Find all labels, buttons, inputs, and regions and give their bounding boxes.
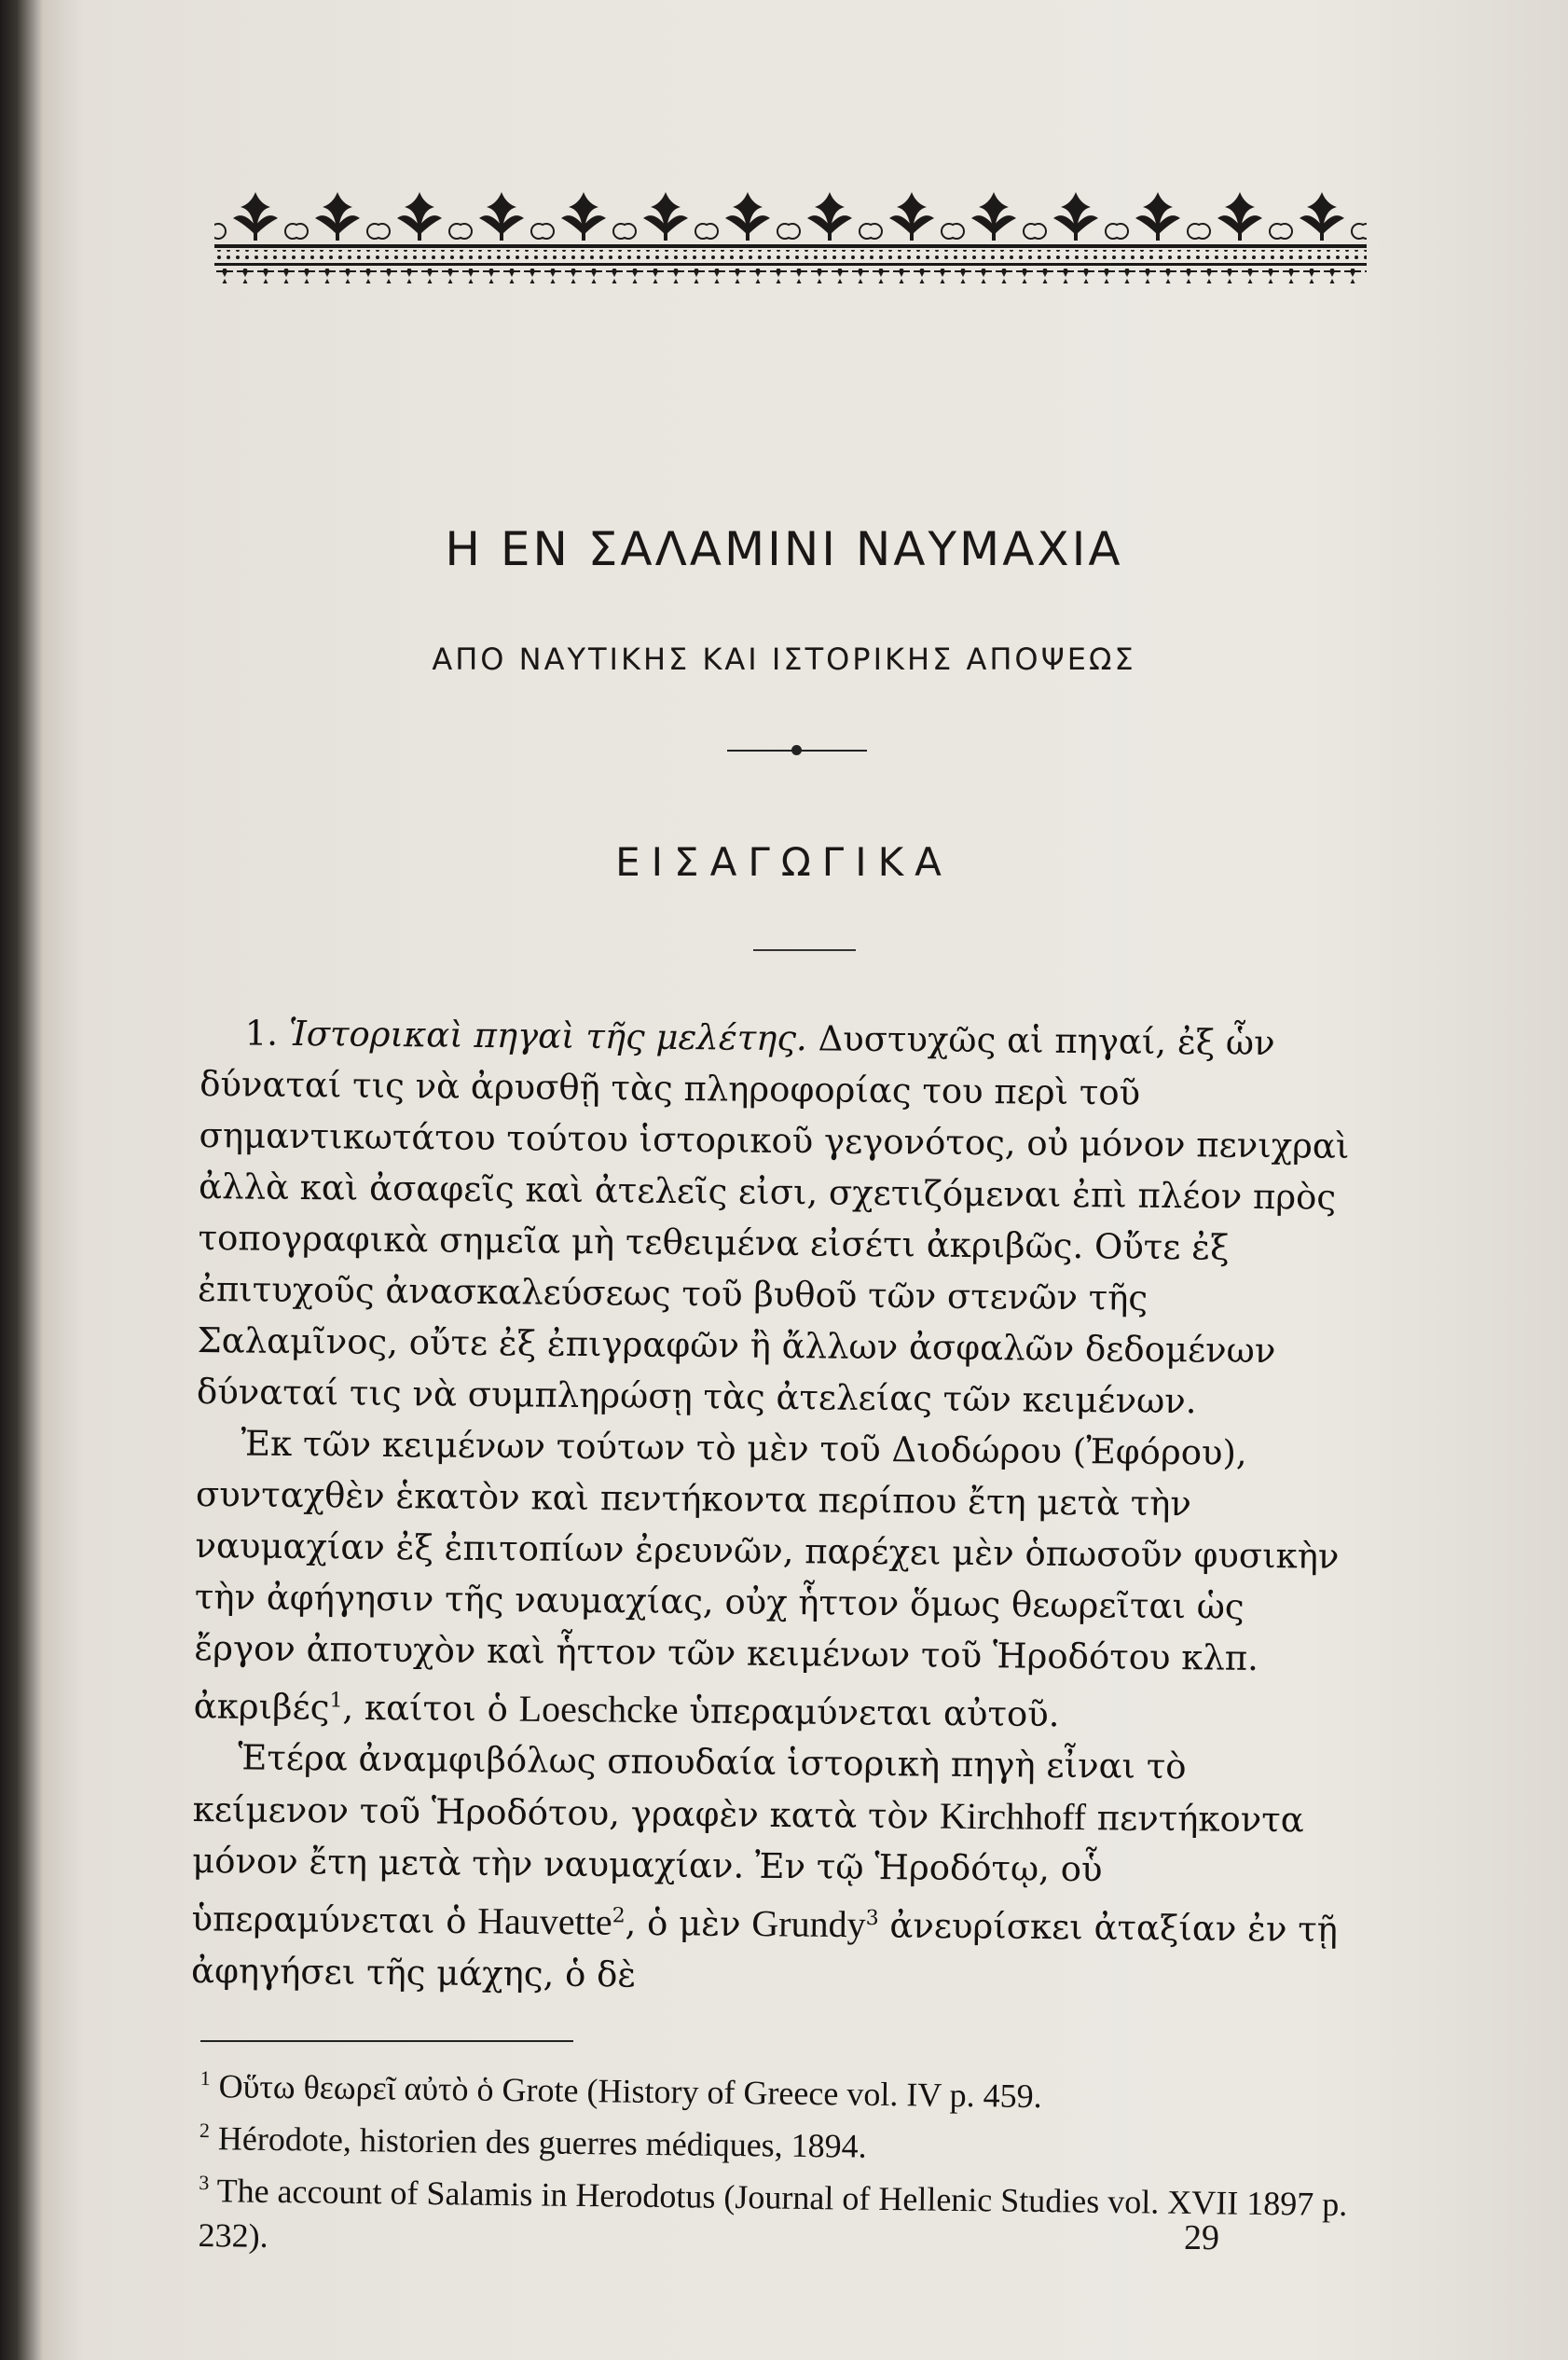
- footnote-text: The account of Salamis in Herodotus (Journal of Hellenic Studies vol. XVII 1897 p. 232).: [198, 2172, 1348, 2255]
- author-hauvette: Hauvette: [477, 1899, 612, 1943]
- paragraph-3: [191, 1732, 1350, 2007]
- page-title: Η ΕΝ ΣΑΛΑΜΙΝΙ ΝΑΥΜΑΧΙΑ: [445, 522, 1123, 576]
- footnote-num: 1: [199, 2065, 211, 2091]
- footnote-text: Hérodote, historien des guerres médiques, 1894.: [217, 2119, 867, 2165]
- footnote-ref-3: 3: [865, 1907, 879, 1931]
- paragraph-3-b: πεντήκοντα μόνον ἔτη μετὰ τὴν ναυμαχίαν. Ἐν τῷ Ἡροδότῳ, οὗ ὑπεραμύνεται ὁ: [191, 1798, 1304, 1942]
- footnote-ref-2: 2: [612, 1904, 626, 1928]
- footnotes: [198, 2056, 1356, 2271]
- paragraph-number: 1.: [244, 1013, 279, 1054]
- footnote-text: Οὕτω θεωρεῖ αὐτὸ ὁ Grote (History of Greece vol. IV p. 459.: [218, 2067, 1042, 2116]
- author-kirchhoff: Kirchhoff: [939, 1794, 1087, 1839]
- paragraph-3-a: Ἑτέρα ἀναμφιβόλως σπουδαία ἱστορικὴ πηγὴ εἶναι τὸ κείμενον τοῦ Ἡροδότου, γραφὲν κατὰ τὸν: [192, 1737, 1187, 1837]
- paragraph-3-c: , ὁ μὲν: [625, 1903, 741, 1945]
- paragraph-1: [197, 1007, 1356, 1428]
- decorative-header-band: [214, 186, 1367, 298]
- footnote-num: 3: [199, 2170, 210, 2195]
- page-number: 29: [1184, 2218, 1219, 2257]
- paragraph-2-end: ὑπεραμύνεται αὐτοῦ.: [689, 1691, 1060, 1735]
- paragraph-3-d: ἀνευρίσκει ἀταξίαν ἐν τῇ ἀφηγήσει τῆς μάχης, ὁ δὲ: [190, 1905, 1339, 1995]
- footnote-ref-1: 1: [329, 1689, 343, 1713]
- footnote-3: [198, 2160, 1355, 2271]
- paragraph-2-text: Ἐκ τῶν κειμένων τούτων τὸ μὲν τοῦ Διοδώρου (Ἐφόρου), συνταχθὲν ἑκατὸν καὶ πεντήκοντα περίπου ἔτη μετὰ τὴν ναυμαχίαν ἐξ ἐπιτοπίων ἐρευνῶν, παρέχει μὲν ὁπωσοῦν φυσικὴν τὴν ἀφήγησιν τῆς ναυμαχίας, οὐχ ἧττον ὅμως θεωρεῖται ὡς ἔργον ἀποτυχὸν καὶ ἧττον τῶν κειμένων τοῦ Ἡροδότου κλπ. ἀκριβές: [193, 1423, 1340, 1728]
- body-text: [191, 1007, 1356, 2008]
- paragraph-2-tail: , καίτοι ὁ: [342, 1687, 509, 1730]
- page-subtitle: ΑΠΟ ΝΑΥΤΙΚΗΣ ΚΑΙ ΙΣΤΟΡΙΚΗΣ ΑΠΟΨΕΩΣ: [432, 642, 1136, 677]
- author-loeschcke: Loeschcke: [518, 1687, 679, 1732]
- footnote-rule: [200, 2040, 573, 2042]
- author-grundy: Grundy: [751, 1902, 866, 1946]
- paragraph-heading: Ἱστορικαὶ πηγαὶ τῆς μελέτης.: [288, 1013, 808, 1059]
- paragraph-1-text: Δυστυχῶς αἱ πηγαί, ἐξ ὧν δύναταί τις νὰ ἀρυσθῇ τὰς πληροφορίας του περὶ τοῦ σημαντικωτάτου τούτου ἱστορικοῦ γεγονότος, οὐ μόνον πενιχραὶ ἀλλὰ καὶ ἀσαφεῖς καὶ ἀτελεῖς εἰσι, σχετιζόμεναι ἐπὶ πλέον πρὸς τοπογραφικὰ σημεῖα μὴ τεθειμένα εἰσέτι ἀκριβῶς. Οὔτε ἐξ ἐπιτυχοῦς ἀνασκαλεύσεως τοῦ βυθοῦ τῶν στενῶν τῆς Σαλαμῖνος, οὔτε ἐξ ἐπιγραφῶν ἢ ἄλλων ἀσφαλῶν δεδομένων δύναταί τις νὰ συμπληρώσῃ τὰς ἀτελείας τῶν κειμένων.: [196, 1018, 1350, 1422]
- title-divider-dot: [791, 745, 802, 755]
- section-divider: [753, 949, 856, 951]
- paragraph-2: [194, 1417, 1353, 1743]
- footnote-num: 2: [199, 2118, 211, 2143]
- section-heading: ΕΙΣΑΓΩΓΙΚΑ: [615, 839, 953, 885]
